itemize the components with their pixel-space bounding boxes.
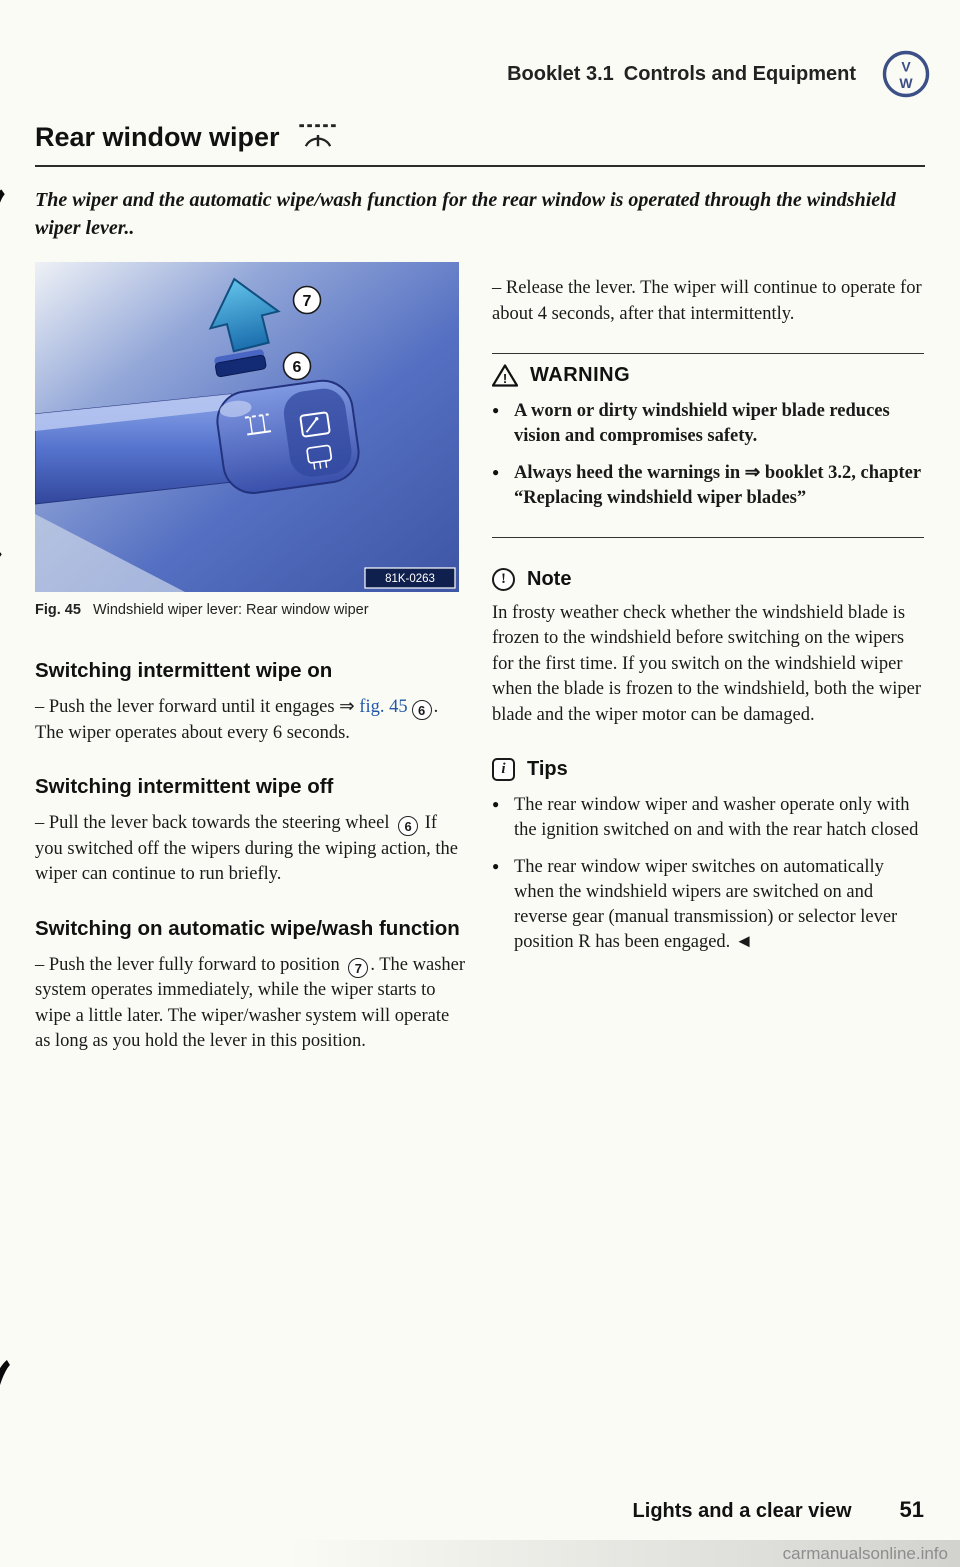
warning-header [492,364,924,387]
callout-ref-6: 6 [398,816,418,836]
note-title: Note [527,567,572,590]
note-icon: ! [492,568,515,591]
wiper-lever-illustration [35,262,459,592]
watermark-text: carmanualsonline.info [782,1543,948,1563]
tips-title: Tips [527,758,568,781]
tips-header [492,758,924,781]
svg-text:V: V [901,58,911,75]
svg-text:!: ! [502,371,508,387]
svg-text:W: W [899,75,913,91]
para-text: – Push the lever forward until it engages ⇒ [35,697,360,717]
page-title: Rear window wiper [35,122,280,152]
para-text: – Push the lever fully forward to position [35,954,345,975]
footer-chapter-title: Lights and a clear view [632,1500,852,1522]
figure-caption-text: Windshield wiper lever: Rear window wiper [92,602,369,618]
vw-logo-icon [882,50,930,98]
header-booklet: Booklet 3.1 [507,62,614,85]
callout-ref-6: 6 [412,700,432,720]
tips-bullet: ● The rear window wiper and washer operate only with the ignition switched on and with the rear hatch closed [492,793,924,843]
para-text: If you switched off the wipers during the wiping action, the wiper can continue to run briefly. [35,813,459,885]
para-auto-wipe-wash [35,953,467,1055]
warning-box [492,353,924,538]
para-intermittent-on [35,695,467,746]
page-header [497,50,930,98]
warning-title: WARNING [530,364,631,387]
para-release-lever: – Release the lever. The wiper will continue to operate for about 4 seconds, after that intermittently. [492,278,922,324]
para-text: . The wiper operates about every 6 seconds. [35,697,439,743]
tips-section [492,758,924,955]
para-intermittent-off [35,811,467,888]
watermark-bar [0,1540,960,1567]
footer-page-number: 51 [899,1497,924,1522]
heading-intermittent-on: Switching intermittent wipe on [35,659,333,682]
note-body: In frosty weather check whether the windshield blade is frozen to the windshield before switching on the wipers for the first time. If you switch on the windshield wiper when the blade is frozen to the windshield, both the wiper blade and the wiper motor can be damaged. [492,602,921,725]
page-footer [633,1497,924,1523]
note-header [492,568,924,591]
heading-auto-wipe-wash: Switching on automatic wipe/wash function [35,916,460,940]
figure-callout-6 [284,353,311,380]
figure-caption [35,602,459,618]
svg-text:6: 6 [292,359,302,376]
rear-wiper-icon [296,121,340,149]
tips-icon: i [492,758,515,781]
lever-end-cap [214,377,363,497]
left-column [35,658,467,1055]
note-section [492,568,924,729]
scan-artifact [0,1353,28,1418]
header-section: Controls and Equipment [623,62,856,85]
warning-triangle-icon [492,364,518,387]
figure-callout-7 [294,287,321,314]
fig-45-link[interactable]: fig. 45 [359,697,408,717]
para-text: . The washer system operates immediately, while the wiper starts to wipe a little later. The wiper/washer system will operate as long as you hold the lever in this position. [35,954,466,1052]
warning-bullet: ● A worn or dirty windshield wiper blade reduces vision and compromises safety. [492,399,924,449]
scan-artifact [0,544,19,596]
figure-code-label [365,568,455,588]
heading-intermittent-off: Switching intermittent wipe off [35,775,334,799]
svg-text:7: 7 [302,293,312,310]
tips-bullet: ● The rear window wiper switches on automatically when the windshield wipers are switched on and reverse gear (manual transmission) or selector lever position R has been engaged. ◄ [492,855,924,955]
header-title [497,63,856,86]
svg-text:81K-0263: 81K-0263 [385,573,435,585]
figure-45 [35,262,459,592]
para-text: – Pull the lever back towards the steering wheel [35,813,395,834]
intro-paragraph: The wiper and the automatic wipe/wash function for the rear window is operated through the windshield wiper lever.. [35,189,896,240]
scan-artifact [0,184,22,237]
callout-ref-7: 7 [348,958,368,978]
section-title-row [35,122,925,167]
right-column [492,276,924,967]
figure-caption-label: Fig. 45 [35,602,81,618]
warning-bullet: ● Always heed the warnings in ⇒ booklet 3.2, chapter “Replacing windshield wiper blades” [492,461,924,511]
